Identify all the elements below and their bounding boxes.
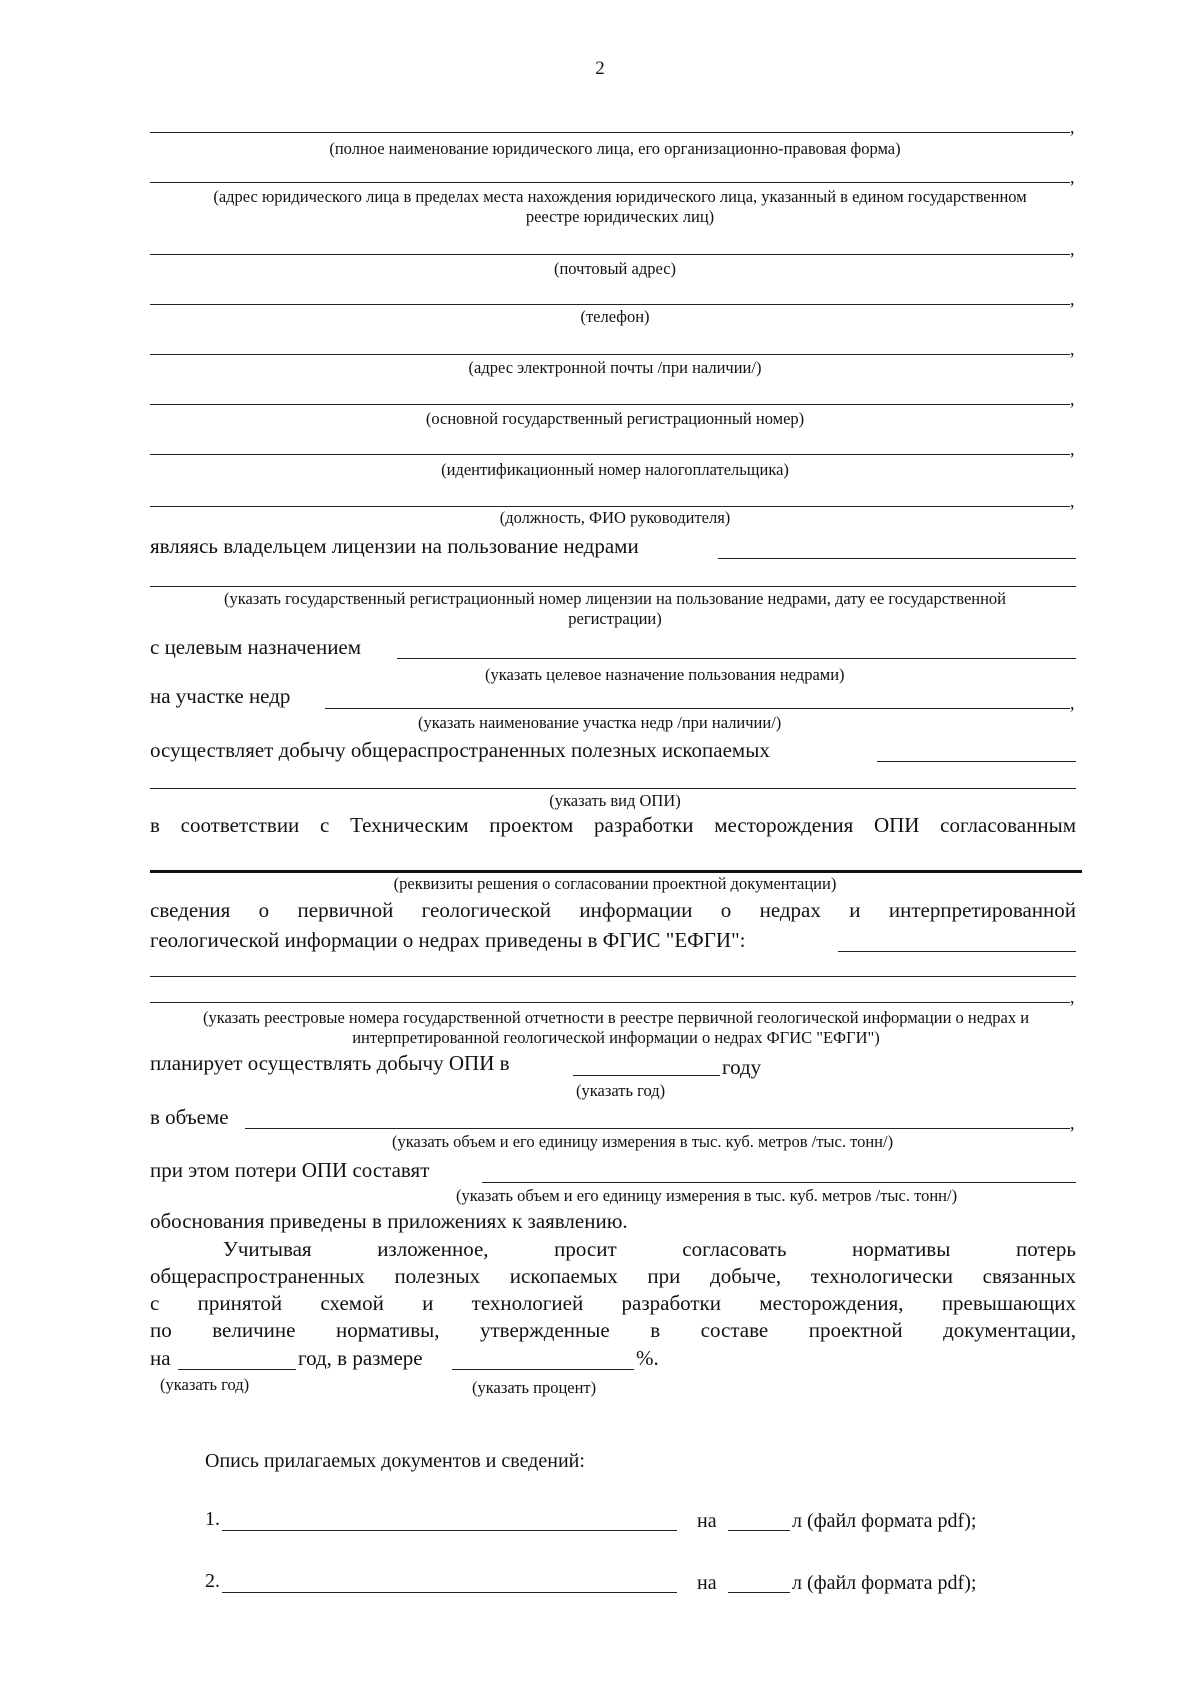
caption-ogrn: (основной государственный регистрационный номер) xyxy=(425,409,805,428)
request-year-word: год, в размере xyxy=(298,1346,423,1370)
request-na: на xyxy=(150,1346,171,1370)
caption-project: (реквизиты решения о согласовании проектной документации) xyxy=(393,874,837,893)
caption-phone: (телефон) xyxy=(580,307,650,326)
caption-director: (должность, ФИО руководителя) xyxy=(499,508,731,527)
losses-label: при этом потери ОПИ составят xyxy=(150,1158,430,1182)
caption-request-percent: (указать процент) xyxy=(472,1378,597,1397)
page-number: 2 xyxy=(595,58,605,79)
caption-mining: (указать вид ОПИ) xyxy=(549,791,681,810)
request-line-1: Учитывая изложенное, просит согласовать нормативы потерь xyxy=(223,1237,1076,1261)
caption-losses: (указать объем и его единицу измерения в тыс. куб. метров /тыс. тонн/) xyxy=(456,1186,958,1205)
volume-line[interactable] xyxy=(245,1128,1070,1129)
field-line-ogrn[interactable] xyxy=(150,404,1070,405)
field-comma: , xyxy=(1070,439,1075,459)
plan-suffix: году xyxy=(722,1055,762,1079)
attachment-suffix: л (файл формата pdf); xyxy=(792,1572,977,1594)
attachment-name-line[interactable] xyxy=(222,1592,677,1593)
field-comma: , xyxy=(1070,167,1075,187)
site-line[interactable] xyxy=(325,708,1070,709)
project-line[interactable] xyxy=(150,870,1082,873)
attachment-pages-line[interactable] xyxy=(728,1530,790,1531)
purpose-line[interactable] xyxy=(397,658,1076,659)
request-line-3: с принятой схемой и технологией разработки месторождения, превышающих xyxy=(150,1291,1076,1315)
attachment-pages-line[interactable] xyxy=(728,1592,790,1593)
attachment-number: 1. xyxy=(205,1508,220,1530)
plan-label: планирует осуществлять добычу ОПИ в xyxy=(150,1051,510,1075)
caption-volume: (указать объем и его единицу измерения в тыс. куб. метров /тыс. тонн/) xyxy=(392,1132,894,1151)
mining-label: осуществляет добычу общераспространенных полезных ископаемых xyxy=(150,738,770,762)
license-inline-line[interactable] xyxy=(718,558,1076,559)
caption-site: (указать наименование участка недр /при наличии/) xyxy=(418,713,782,732)
field-comma: , xyxy=(1070,117,1075,137)
geo-line-a[interactable] xyxy=(150,976,1076,977)
field-line-director[interactable] xyxy=(150,506,1070,507)
caption-email: (адрес электронной почты /при наличии/) xyxy=(468,358,762,377)
caption-inn: (идентификационный номер налогоплательщика) xyxy=(441,460,789,479)
site-label: на участке недр xyxy=(150,684,291,708)
field-comma: , xyxy=(1070,389,1075,409)
attachment-name-line[interactable] xyxy=(222,1530,677,1531)
field-comma: , xyxy=(1070,339,1075,359)
caption-org-name: (полное наименование юридического лица, его организационно-правовая форма) xyxy=(329,139,901,158)
attachment-suffix: л (файл формата pdf); xyxy=(792,1510,977,1532)
volume-label: в объеме xyxy=(150,1105,229,1129)
attachments-title: Опись прилагаемых документов и сведений: xyxy=(205,1450,585,1472)
caption-purpose: (указать целевое назначение пользования недрами) xyxy=(485,665,845,684)
caption-postal-address: (почтовый адрес) xyxy=(553,259,677,278)
mining-line[interactable] xyxy=(150,788,1076,789)
geo-line-1: сведения о первичной геологической информации о недрах и интерпретированной xyxy=(150,898,1076,922)
field-comma: , xyxy=(1070,987,1075,1007)
caption-geo: (указать реестровые номера государственной отчетности в реестре первичной геологической информации о недрах и интерпретированной геологической информации о недрах ФГИС "ЕФГИ") xyxy=(202,1008,1030,1047)
caption-legal-address: (адрес юридического лица в пределах места нахождения юридического лица, указанный в едином государственном реестре юридических лиц) xyxy=(213,187,1027,226)
request-line-2: общераспространенных полезных ископаемых при добыче, технологически связанных xyxy=(150,1264,1076,1288)
field-comma: , xyxy=(1070,1113,1075,1133)
field-line-email[interactable] xyxy=(150,354,1070,355)
caption-request-year: (указать год) xyxy=(160,1375,250,1394)
purpose-label: с целевым назначением xyxy=(150,635,362,659)
request-percent-line[interactable] xyxy=(452,1369,634,1370)
license-label: являясь владельцем лицензии на пользование недрами xyxy=(150,534,639,558)
field-comma: , xyxy=(1070,693,1075,713)
geo-line-b[interactable] xyxy=(150,1002,1070,1003)
field-comma: , xyxy=(1070,491,1075,511)
field-line-postal-address[interactable] xyxy=(150,254,1070,255)
project-label: в соответствии с Техническим проектом разработки месторождения ОПИ согласованным xyxy=(150,813,1076,837)
request-percent-sign: %. xyxy=(636,1346,659,1370)
field-comma: , xyxy=(1070,289,1075,309)
caption-plan: (указать год) xyxy=(576,1081,666,1100)
field-line-phone[interactable] xyxy=(150,304,1070,305)
field-comma: , xyxy=(1070,239,1075,259)
attachment-number: 2. xyxy=(205,1570,220,1592)
field-line-legal-address[interactable] xyxy=(150,182,1070,183)
field-line-org-name[interactable] xyxy=(150,132,1070,133)
geo-line-2: геологической информации о недрах приведены в ФГИС "ЕФГИ": xyxy=(150,928,746,952)
mining-inline-line[interactable] xyxy=(877,761,1076,762)
losses-line[interactable] xyxy=(482,1182,1076,1183)
field-line-inn[interactable] xyxy=(150,454,1070,455)
attachment-on: на xyxy=(697,1572,717,1594)
caption-license: (указать государственный регистрационный номер лицензии на пользование недрами, дату ее государственной регистрации) xyxy=(223,589,1007,628)
justification-text: обоснования приведены в приложениях к заявлению. xyxy=(150,1209,628,1233)
plan-year-line[interactable] xyxy=(573,1075,720,1076)
attachment-on: на xyxy=(697,1510,717,1532)
request-line-4: по величине нормативы, утвержденные в составе проектной документации, xyxy=(150,1318,1076,1342)
license-line[interactable] xyxy=(150,586,1076,587)
geo-inline-line[interactable] xyxy=(838,951,1076,952)
request-year-line[interactable] xyxy=(178,1369,296,1370)
